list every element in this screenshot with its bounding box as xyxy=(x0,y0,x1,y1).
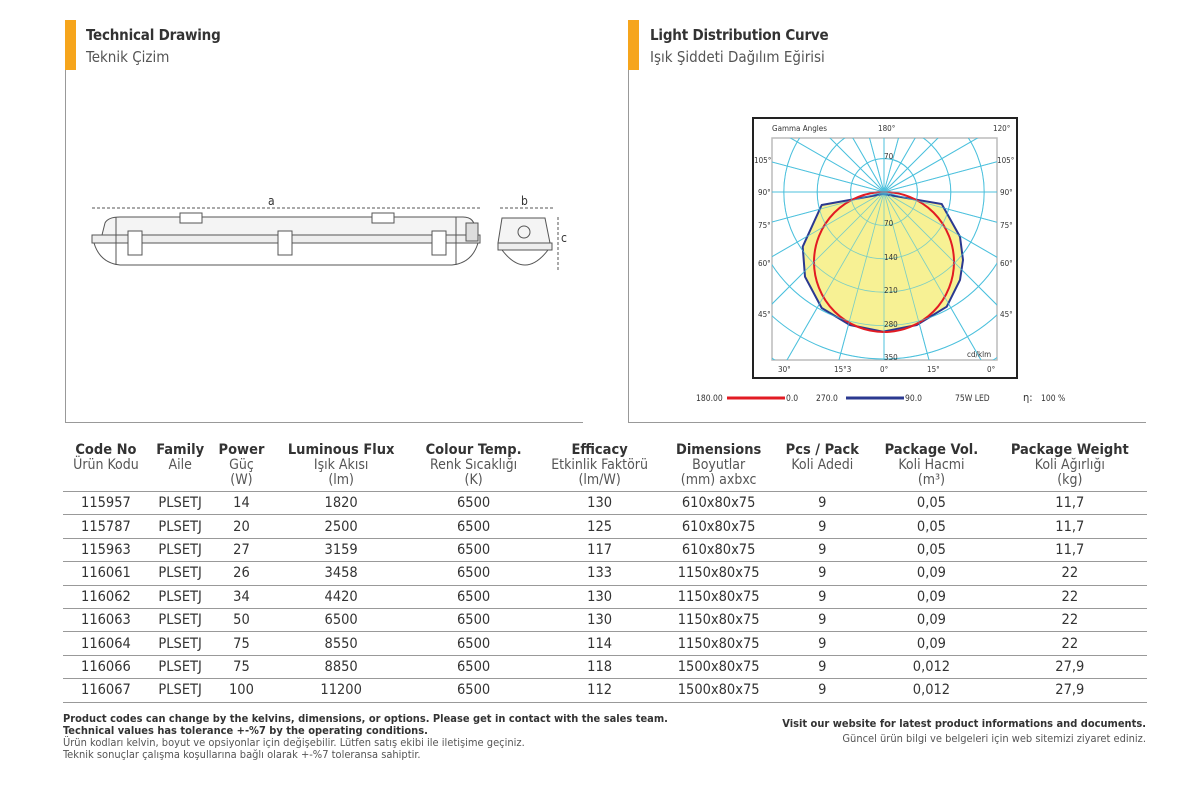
svg-text:70: 70 xyxy=(884,219,894,228)
table-cell: 100 xyxy=(211,679,271,702)
header-en: Package Weight xyxy=(1010,442,1129,458)
table-cell: 22 xyxy=(993,608,1147,631)
table-cell: 1150x80x75 xyxy=(663,562,775,585)
table-cell: 26 xyxy=(211,562,271,585)
table-cell: 6500 xyxy=(271,608,410,631)
svg-text:120°: 120° xyxy=(993,124,1011,133)
table-cell: 6500 xyxy=(411,562,536,585)
svg-text:0°: 0° xyxy=(880,365,889,374)
column-header xyxy=(663,441,775,492)
svg-text:90°: 90° xyxy=(1000,188,1013,197)
table-cell: 22 xyxy=(993,562,1147,585)
svg-text:15°: 15° xyxy=(927,365,940,374)
table-cell: 1150x80x75 xyxy=(663,608,775,631)
column-header xyxy=(211,441,271,492)
table-cell: 9 xyxy=(774,538,870,561)
svg-text:η:: η: xyxy=(1023,391,1033,404)
header-en: Colour Temp. xyxy=(425,442,522,458)
header-en: Luminous Flux xyxy=(287,442,395,458)
table-cell: 9 xyxy=(774,515,870,538)
svg-text:140: 140 xyxy=(884,253,898,262)
header-unit: (kg) xyxy=(1057,472,1083,488)
svg-text:90°: 90° xyxy=(758,188,771,197)
table-cell: 27,9 xyxy=(993,655,1147,678)
header-tr: Işık Akısı xyxy=(313,457,369,473)
table-row xyxy=(63,515,1147,538)
table-cell: PLSETJ xyxy=(149,492,212,515)
table-cell: 1500x80x75 xyxy=(663,655,775,678)
table-cell: 6500 xyxy=(411,515,536,538)
column-header xyxy=(411,441,536,492)
table-cell: 3458 xyxy=(271,562,410,585)
header-tr: Koli Adedi xyxy=(791,457,854,473)
header-tr: Güç xyxy=(229,457,254,473)
divider xyxy=(65,422,583,423)
svg-text:60°: 60° xyxy=(758,259,771,268)
polar-legend xyxy=(696,391,1065,404)
table-cell: 9 xyxy=(774,608,870,631)
column-header xyxy=(774,441,870,492)
table-cell: PLSETJ xyxy=(149,538,212,561)
header-unit xyxy=(774,473,870,488)
table-cell: 6500 xyxy=(411,492,536,515)
table-cell: 133 xyxy=(536,562,663,585)
svg-text:270.0: 270.0 xyxy=(816,394,838,404)
table-cell: 1150x80x75 xyxy=(663,632,775,655)
table-cell: 9 xyxy=(774,492,870,515)
table-cell: 22 xyxy=(993,585,1147,608)
header-unit xyxy=(149,473,212,488)
svg-text:180°: 180° xyxy=(878,124,896,133)
table-cell: PLSETJ xyxy=(149,608,212,631)
svg-text:cd/klm: cd/klm xyxy=(967,350,992,359)
table-cell: 4420 xyxy=(271,585,410,608)
table-cell: 14 xyxy=(211,492,271,515)
table-cell: 3159 xyxy=(271,538,410,561)
svg-text:90.0: 90.0 xyxy=(905,394,923,404)
table-cell: 6500 xyxy=(411,679,536,702)
header-unit: (lm) xyxy=(328,472,354,488)
svg-text:105°: 105° xyxy=(754,156,772,165)
table-cell: 125 xyxy=(536,515,663,538)
svg-text:100 %: 100 % xyxy=(1041,394,1066,404)
column-header xyxy=(149,441,212,492)
svg-text:0.0: 0.0 xyxy=(786,394,799,404)
table-cell: 6500 xyxy=(411,585,536,608)
table-cell: 118 xyxy=(536,655,663,678)
table-cell: 1820 xyxy=(271,492,410,515)
svg-text:Gamma Angles: Gamma Angles xyxy=(772,124,827,133)
table-cell: PLSETJ xyxy=(149,655,212,678)
table-cell: 9 xyxy=(774,585,870,608)
header-tr: Koli Ağırlığı xyxy=(1034,457,1105,473)
table-cell: 27,9 xyxy=(993,679,1147,702)
light-distribution-subtitle: Işık Şiddeti Dağılım Eğirisi xyxy=(650,48,825,66)
svg-text:c: c xyxy=(561,231,567,245)
header-unit: (m³) xyxy=(917,472,946,488)
svg-text:75°: 75° xyxy=(758,221,771,230)
table-row xyxy=(63,655,1147,678)
footer-website-note: Visit our website for latest product informations and documents. Güncel ürün bilgi ve belgeleri için web sitemizi ziyaret ediniz. xyxy=(782,717,1146,745)
header-en: Efficacy xyxy=(571,442,628,458)
svg-text:60°: 60° xyxy=(1000,259,1013,268)
table-cell: 11,7 xyxy=(993,538,1147,561)
table-cell: 11,7 xyxy=(993,515,1147,538)
table-cell: 116067 xyxy=(63,679,149,702)
svg-text:350: 350 xyxy=(884,353,898,362)
table-cell: 0,09 xyxy=(870,562,992,585)
header-en: Package Vol. xyxy=(884,442,979,458)
header-en: Power xyxy=(218,442,265,458)
header-unit: (mm) axbxc xyxy=(680,472,757,488)
table-cell: 9 xyxy=(774,632,870,655)
table-cell: 0,012 xyxy=(870,679,992,702)
header-tr: Aile xyxy=(168,457,192,473)
table-cell: 0,012 xyxy=(870,655,992,678)
table-cell: PLSETJ xyxy=(149,562,212,585)
table-cell: 610x80x75 xyxy=(663,515,775,538)
table-cell: 6500 xyxy=(411,608,536,631)
table-cell: 116064 xyxy=(63,632,149,655)
table-cell: 114 xyxy=(536,632,663,655)
table-cell: 11,7 xyxy=(993,492,1147,515)
svg-text:75°: 75° xyxy=(1000,221,1013,230)
table-cell: 2500 xyxy=(271,515,410,538)
header-en: Code No xyxy=(75,442,137,458)
table-cell: 9 xyxy=(774,679,870,702)
table-cell: 22 xyxy=(993,632,1147,655)
table-cell: 6500 xyxy=(411,655,536,678)
header-tr: Boyutlar xyxy=(692,457,746,473)
table-cell: PLSETJ xyxy=(149,585,212,608)
table-cell: 0,05 xyxy=(870,515,992,538)
table-cell: 116066 xyxy=(63,655,149,678)
table-cell: 116062 xyxy=(63,585,149,608)
header-en: Pcs / Pack xyxy=(785,442,859,458)
svg-text:70: 70 xyxy=(884,152,894,161)
table-cell: 9 xyxy=(774,655,870,678)
header-unit: (lm/W) xyxy=(578,472,621,488)
svg-text:15°3: 15°3 xyxy=(834,365,852,374)
technical-drawing-subtitle: Teknik Çizim xyxy=(86,48,170,66)
table-cell: 27 xyxy=(211,538,271,561)
svg-text:b: b xyxy=(521,194,528,208)
svg-text:a: a xyxy=(268,194,275,208)
table-cell: PLSETJ xyxy=(149,632,212,655)
table-cell: 6500 xyxy=(411,632,536,655)
technical-drawing-title: Technical Drawing xyxy=(86,26,221,44)
table-cell: PLSETJ xyxy=(149,515,212,538)
divider xyxy=(628,422,1146,423)
table-cell: 610x80x75 xyxy=(663,492,775,515)
table-cell: 610x80x75 xyxy=(663,538,775,561)
svg-text:0°: 0° xyxy=(987,365,996,374)
svg-text:280: 280 xyxy=(884,320,898,329)
column-header xyxy=(870,441,992,492)
column-header xyxy=(536,441,663,492)
table-cell: 130 xyxy=(536,585,663,608)
header-unit xyxy=(63,473,149,488)
table-row xyxy=(63,632,1147,655)
svg-text:180.00: 180.00 xyxy=(696,394,723,404)
table-cell: 130 xyxy=(536,492,663,515)
table-cell: 112 xyxy=(536,679,663,702)
table-cell: 1150x80x75 xyxy=(663,585,775,608)
table-cell: 8550 xyxy=(271,632,410,655)
header-tr: Etkinlik Faktörü xyxy=(551,457,648,473)
table-cell: 34 xyxy=(211,585,271,608)
table-cell: 50 xyxy=(211,608,271,631)
header-en: Dimensions xyxy=(675,442,762,458)
table-cell: 11200 xyxy=(271,679,410,702)
svg-text:210: 210 xyxy=(884,286,898,295)
table-cell: 130 xyxy=(536,608,663,631)
table-row xyxy=(63,585,1147,608)
header-en: Family xyxy=(156,442,205,458)
table-cell: 6500 xyxy=(411,538,536,561)
header-tr: Ürün Kodu xyxy=(73,457,139,473)
column-header xyxy=(993,441,1147,492)
table-cell: 0,09 xyxy=(870,632,992,655)
svg-text:45°: 45° xyxy=(1000,310,1013,319)
table-cell: 115787 xyxy=(63,515,149,538)
header-tr: Renk Sıcaklığı xyxy=(430,457,518,473)
table-cell: 0,05 xyxy=(870,492,992,515)
column-header xyxy=(63,441,149,492)
table-cell: 0,05 xyxy=(870,538,992,561)
table-row xyxy=(63,538,1147,561)
curve-270-90 xyxy=(803,194,963,332)
table-cell: 8850 xyxy=(271,655,410,678)
svg-text:30°: 30° xyxy=(778,365,791,374)
svg-text:105°: 105° xyxy=(997,156,1015,165)
table-cell: 115963 xyxy=(63,538,149,561)
table-row xyxy=(63,562,1147,585)
table-cell: 9 xyxy=(774,562,870,585)
table-cell: 20 xyxy=(211,515,271,538)
table-cell: 75 xyxy=(211,655,271,678)
table-cell: 0,09 xyxy=(870,608,992,631)
table-cell: 75 xyxy=(211,632,271,655)
product-table xyxy=(63,441,1147,703)
header-unit: (K) xyxy=(464,472,483,488)
column-header xyxy=(271,441,410,492)
light-distribution-title: Light Distribution Curve xyxy=(650,26,829,44)
table-cell: 1500x80x75 xyxy=(663,679,775,702)
table-cell: 116061 xyxy=(63,562,149,585)
table-cell: 116063 xyxy=(63,608,149,631)
table-cell: 117 xyxy=(536,538,663,561)
table-row xyxy=(63,608,1147,631)
table-cell: 0,09 xyxy=(870,585,992,608)
table-row xyxy=(63,492,1147,515)
header-unit: (W) xyxy=(230,472,253,488)
header-tr: Koli Hacmi xyxy=(898,457,965,473)
table-cell: 115957 xyxy=(63,492,149,515)
table-row xyxy=(63,679,1147,702)
footer-notes: Product codes can change by the kelvins, dimensions, or options. Please get in contact with the sales team. Technical values has tolerance +-%7 by the operating conditions. Ürün kodları kelvin, boyut ve opsiyonlar için değişebilir. Lütfen satış ekibi ile iletişime geçiniz. Teknik sonuçlar çalışma koşullarına bağlı olarak +-%7 toleransa sahiptir. xyxy=(63,712,668,761)
table-cell: PLSETJ xyxy=(149,679,212,702)
svg-text:45°: 45° xyxy=(758,310,771,319)
svg-text:75W LED: 75W LED xyxy=(955,394,990,404)
